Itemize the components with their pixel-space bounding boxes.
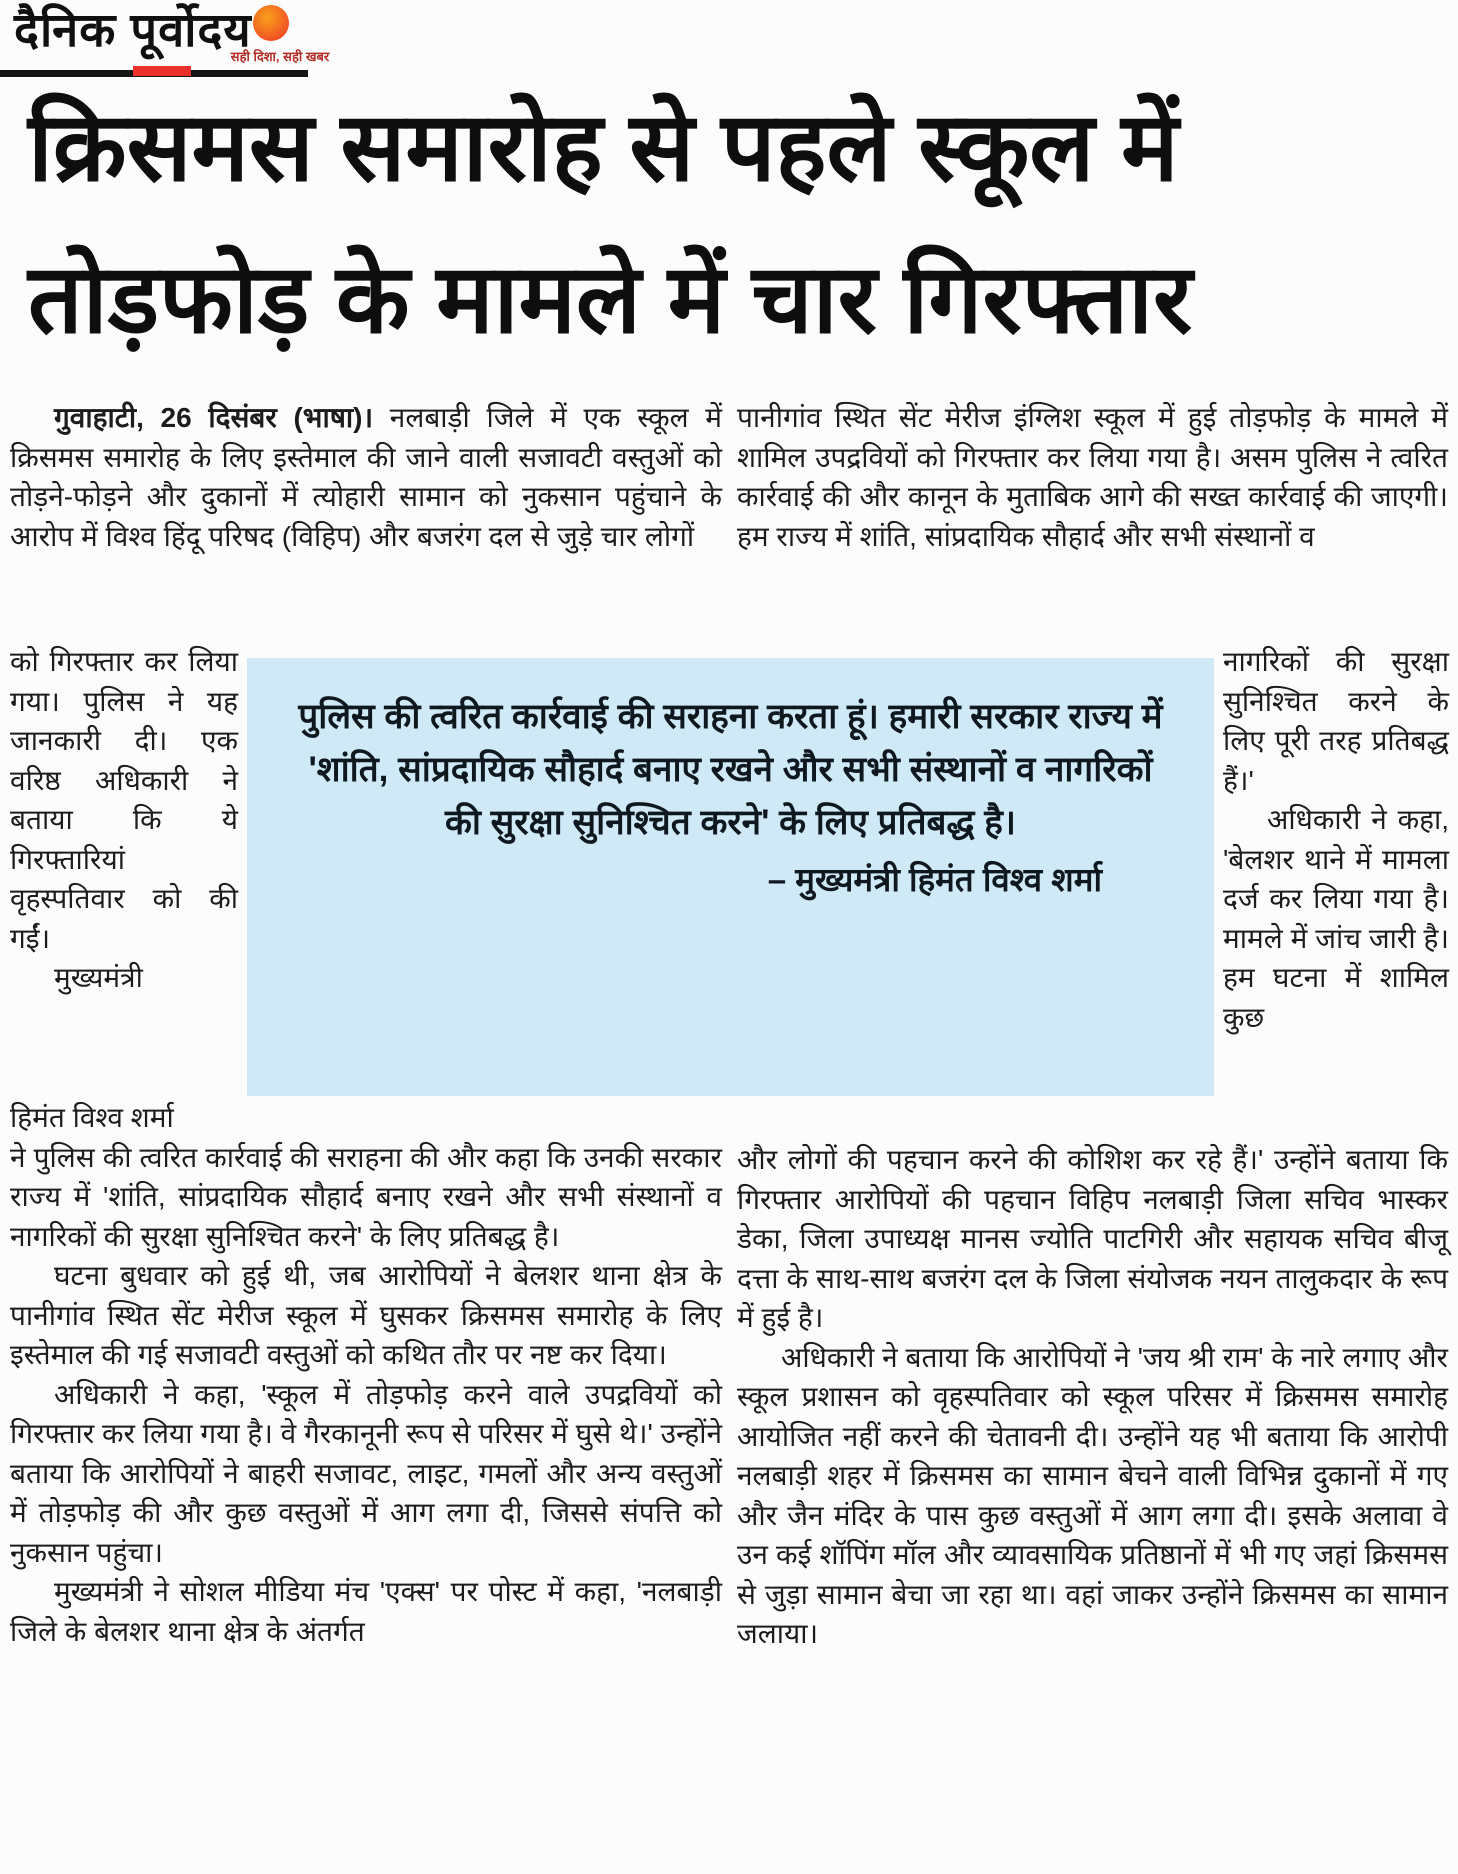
body-text: और लोगों की पहचान करने की कोशिश कर रहे हैं।' उन्होंने बताया कि गिरफ्तार आरोपियों की पहचान विहिप नलबाड़ी जिला सचिव भास्कर डेका, जिला उपाध्यक्ष मानस ज्योति पाटगिरी और सहायक सचिव बीजू दत्ता के साथ-साथ बजरंग दल के जिला संयोजक नयन तालुकदार के रूप में हुई है।	[737, 1144, 1448, 1333]
body-text: नलबाड़ी जिले में एक स्कूल में क्रिसमस समारोह के लिए इस्तेमाल की जाने वाली सजावटी वस्तुओं को तोड़ने-फोड़ने और दुकानों में त्योहारी सामान को नुकसान पहुंचाने के आरोप में विश्व हिंदू परिषद (विहिप) और बजरंग दल से जुड़े चार लोगों	[10, 402, 723, 552]
body-text: मुख्यमंत्री ने सोशल मीडिया मंच 'एक्स' पर पोस्ट में कहा, 'नलबाड़ी जिले के बेलशर थाना क्षेत्र के अंतर्गत	[10, 1576, 722, 1647]
body-text: अधिकारी ने कहा, 'बेलशर थाने में मामला दर्ज कर लिया गया है। मामले में जांच जारी है। हम घटना में शामिल कुछ	[1223, 804, 1449, 1033]
body-text: ने पुलिस की त्वरित कार्रवाई की सराहना की और कहा कि उनकी सरकार राज्य में 'शांति, सांप्रदायिक सौहार्द बनाए रखने और सभी संस्थानों व नागरिकों की सुरक्षा सुनिश्चित करने' के लिए प्रतिबद्ध है।	[10, 1141, 722, 1252]
right-column-lower	[737, 1140, 1448, 1654]
dateline: गुवाहाटी, 26 दिसंबर (भाषा)।	[54, 402, 374, 433]
headline-line-1: क्रिसमस समारोह से पहले स्कूल में	[28, 94, 1179, 201]
left-column-narrow	[10, 642, 238, 998]
masthead-red-banner	[133, 66, 191, 76]
masthead	[0, 0, 1458, 90]
right-column-top	[737, 398, 1448, 556]
left-column-lower	[10, 1098, 722, 1651]
sun-logo-icon	[253, 5, 289, 41]
pullquote-text: पुलिस की त्वरित कार्रवाई की सराहना करता हूं। हमारी सरकार राज्य में 'शांति, सांप्रदायिक सौहार्द बनाए रखने और सभी संस्थानों व नागरिकों की सुरक्षा सुनिश्चित करने' के लिए प्रतिबद्ध है।	[298, 697, 1163, 842]
headline-line-2: तोड़फोड़ के मामले में चार गिरफ्तार	[28, 246, 1193, 353]
newspaper-logo: दैनिक पूर्वोदय	[14, 3, 252, 56]
body-text: को गिरफ्तार कर लिया गया। पुलिस ने यह जानकारी दी। एक वरिष्ठ अधिकारी ने बताया कि ये गिरफ्तारियां वृहस्पतिवार को की गईं।	[10, 646, 238, 954]
body-text: घटना बुधवार को हुई थी, जब आरोपियों ने बेलशर थाना क्षेत्र के पानीगांव स्थित सेंट मेरीज स्कूल में घुसकर क्रिसमस समारोह के लिए इस्तेमाल की गई सजावटी वस्तुओं को कथित तौर पर नष्ट कर दिया।	[10, 1260, 722, 1370]
pullquote-attribution: – मुख्यमंत्री हिमंत विश्व शर्मा	[767, 861, 1102, 898]
left-column-top	[10, 398, 722, 556]
paragraph	[10, 398, 722, 556]
body-text: हिमंत विश्व शर्मा	[10, 1102, 174, 1133]
body-text: अधिकारी ने कहा, 'स्कूल में तोड़फोड़ करने वाले उपद्रवियों को गिरफ्तार कर लिया गया है। वे गैरकानूनी रूप से परिसर में घुसे थे।' उन्होंने बताया कि आरोपियों ने बाहरी सजावट, लाइट, गमलों और अन्य वस्तुओं में तोड़फोड़ की और कुछ वस्तुओं में आग लगा दी, जिससे संपत्ति को नुकसान पहुंचा।	[10, 1378, 722, 1568]
body-text: अधिकारी ने बताया कि आरोपियों ने 'जय श्री राम' के नारे लगाए और स्कूल प्रशासन को वृहस्पतिवार को स्कूल परिसर में क्रिसमस समारोह आयोजित नहीं करने की चेतावनी दी। उन्होंने यह भी बताया कि आरोपी नलबाड़ी शहर में क्रिसमस का सामान बेचने वाली विभिन्न दुकानों में गए और जैन मंदिर के पास कुछ वस्तुओं में आग लगा दी। इसके अलावा वे उन कई शॉपिंग मॉल और व्यावसायिक प्रतिष्ठानों में भी गए जहां क्रिसमस से जुड़ा सामान बेचा जा रहा था। वहां जाकर उन्होंने क्रिसमस का सामान जलाया।	[737, 1341, 1448, 1649]
right-column-narrow	[1223, 642, 1449, 1037]
body-text: पानीगांव स्थित सेंट मेरीज इंग्लिश स्कूल में हुई तोड़फोड़ के मामले में शामिल उपद्रवियों को गिरफ्तार कर लिया गया है। असम पुलिस ने त्वरित कार्रवाई की और कानून के मुताबिक आगे की सख्त कार्रवाई की जाएगी। हम राज्य में शांति, सांप्रदायिक सौहार्द और सभी संस्थानों व	[737, 402, 1448, 552]
body-text: नागरिकों की सुरक्षा सुनिश्चित करने के लिए पूरी तरह प्रतिबद्ध हैं।'	[1223, 646, 1449, 796]
masthead-tagline: सही दिशा, सही खबर	[230, 49, 330, 64]
body-text: मुख्यमंत्री	[54, 962, 143, 993]
pullquote-box	[247, 658, 1214, 1096]
